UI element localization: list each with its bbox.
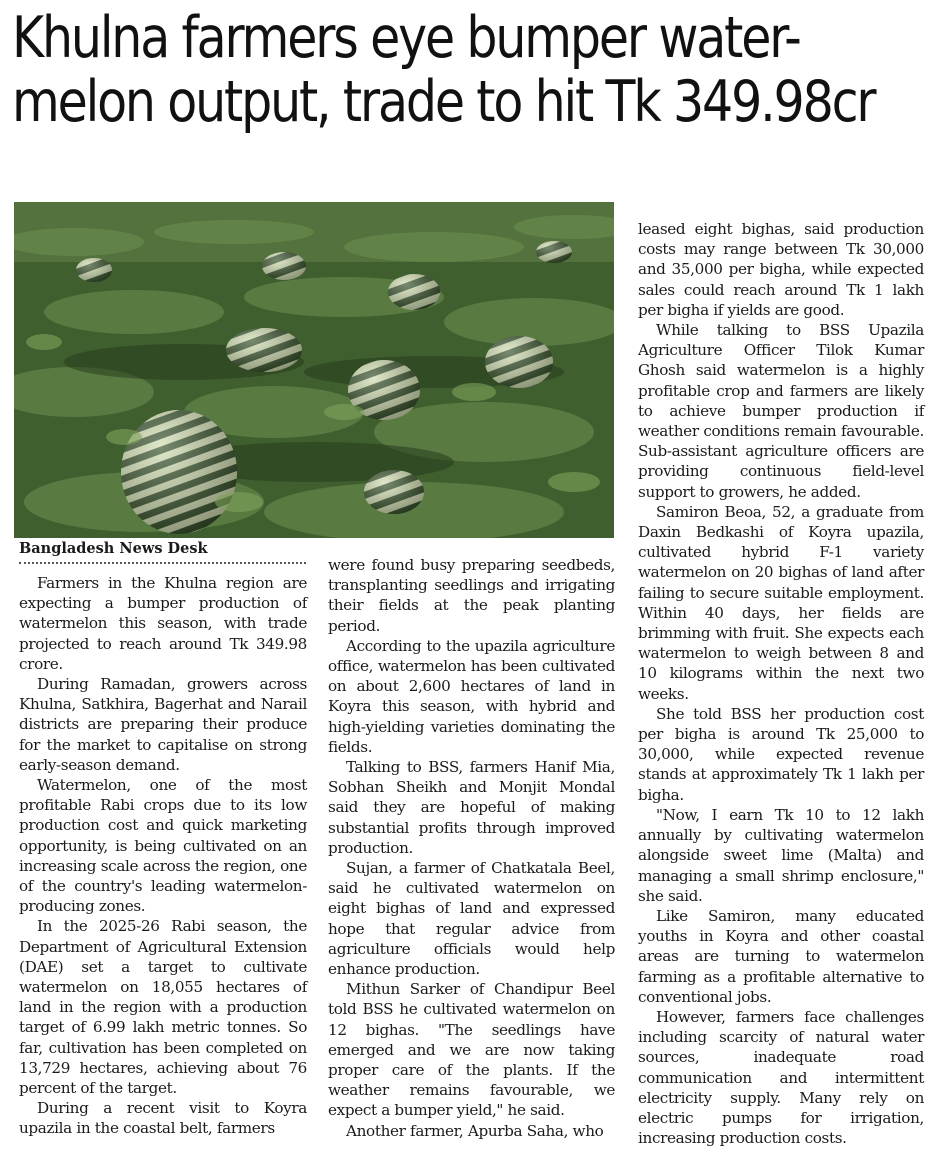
paragraph-continuation: were found busy preparing seedbeds, transplanting seedlings and irrigating their fields at the peak planting period. [328,556,615,635]
paragraph: Mithun Sarker of Chandipur Beel told BSS he cultivated watermelon on 12 bighas. "The seedlings have emerged and we are now taking proper care of the plants. If the weather remains favourable, we expect a bumper yield," he said. [328,980,615,1120]
paragraph: She told BSS her production cost per bigha is around Tk 25,000 to 30,000, while expected revenue stands at approximately Tk 1 lakh per bigha. [638,704,924,804]
byline: Bangladesh News Desk [19,539,306,564]
paragraph: According to the upazila agriculture office, watermelon has been cultivated on about 2,600 hectares of land in Koyra this season, with hybrid and high-yielding varieties dominating the fields. [328,636,615,756]
headline-line-1: Khulna farmers eye bumper water- [12,5,800,71]
watermelon-field-photo [14,202,614,538]
paragraph: While talking to BSS Upazila Agriculture Officer Tilok Kumar Ghosh said watermelon is a highly profitable crop and farmers are likely to achieve bumper production if weather conditions remain favourable. Sub-assistant agriculture officers are providing continuous field-level support to growers, he added. [638,321,924,501]
article-column-3 [638,219,924,1148]
paragraph: Farmers in the Khulna region are expecting a bumper production of watermelon this season, with trade projected to reach around Tk 349.98 crore. [19,574,307,673]
paragraph: Samiron Beoa, 52, a graduate from Daxin Bedkashi of Koyra upazila, cultivated hybrid F-1 variety watermelon on 20 bighas of land after failing to secure suitable employment. Within 40 days, her fields are brimming with fruit. She expects each watermelon to weigh between 8 and 10 kilograms within the next two weeks. [638,502,924,703]
paragraph-continuation: leased eight bighas, said production costs may range between Tk 30,000 and 35,000 per bigha, while expected sales could reach around Tk 1 lakh per bigha if yields are good. [638,220,924,319]
headline [12,5,875,135]
paragraph: "Now, I earn Tk 10 to 12 lakh annually by cultivating watermelon alongside sweet lime (Malta) and managing a small shrimp enclosure," she said. [638,805,924,905]
paragraph: Talking to BSS, farmers Hanif Mia, Sobhan Sheikh and Monjit Mondal said they are hopeful of making substantial profits through improved production. [328,758,615,857]
headline-line-2: melon output, trade to hit Tk 349.98cr [12,69,875,135]
paragraph: In the 2025-26 Rabi season, the Department of Agricultural Extension (DAE) set a target to cultivate watermelon on 18,055 hectares of land in the region with a production target of 6.99 lakh metric tonnes. So far, cultivation has been completed on 13,729 hectares, achieving about 76 percent of the target. [19,917,307,1098]
paragraph: Another farmer, Apurba Saha, who [346,1121,604,1140]
paragraph: Sujan, a farmer of Chatkatala Beel, said he cultivated watermelon on eight bighas of land and expressed hope that regular advice from agriculture officials would help enhance production. [328,859,615,979]
article-column-2 [328,555,615,1141]
paragraph: However, farmers face challenges including scarcity of natural water sources, inadequate road communication and intermittent electricity supply. Many rely on electric pumps for irrigation, increasing production costs. [638,1007,924,1148]
article-column-1 [19,573,307,1139]
paragraph: During a recent visit to Koyra upazila in the coastal belt, farmers [19,1099,307,1138]
paragraph: Watermelon, one of the most profitable Rabi crops due to its low production cost and quick marketing opportunity, is being cultivated on an increasing scale across the region, one of the country's leading watermelon-producing zones. [19,776,307,916]
paragraph: Like Samiron, many educated youths in Koyra and other coastal areas are turning to watermelon farming as a profitable alternative to conventional jobs. [638,906,924,1006]
paragraph: During Ramadan, growers across Khulna, Satkhira, Bagerhat and Narail districts are preparing their produce for the market to capitalise on strong early-season demand. [19,675,307,774]
